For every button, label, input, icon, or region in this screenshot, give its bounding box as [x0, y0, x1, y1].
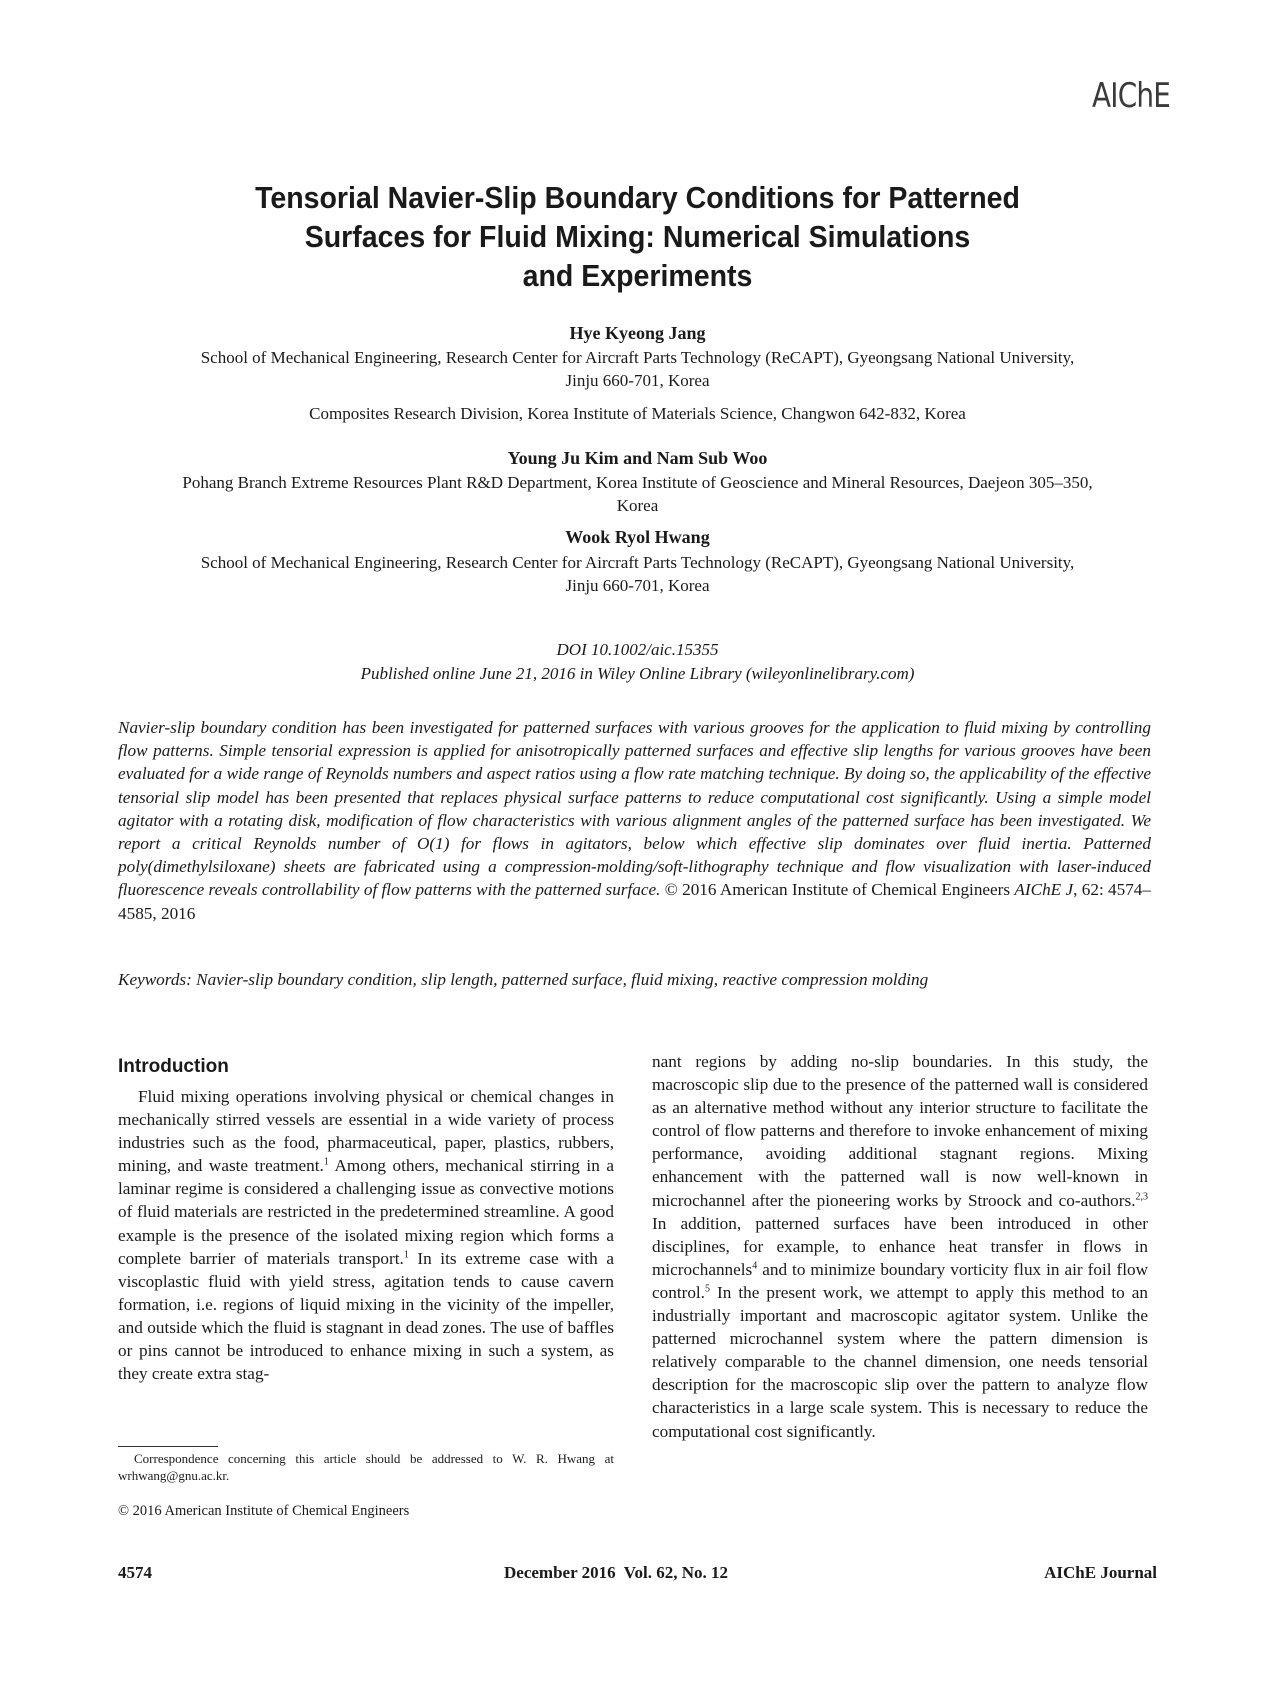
reference-marker[interactable]: 1 [323, 1156, 329, 1168]
body-text: In the present work, we attempt to apply this method to an industrially important and macroscopic agitator system. Unlike the patterned microchannel system where the pattern dimension is relatively comparable to the channel dimension, one needs tensorial description for the macroscopic slip over the pattern to analyze flow characteristics in a large scale system. This is necessary to reduce the computational cost significantly. [652, 1282, 1148, 1441]
body-text: In addition, patterned surfaces have been introduced in other disciplines, for example, to enhance heat transfer in flows in microchannels [652, 1213, 1148, 1279]
keywords: Keywords: Navier-slip boundary condition, slip length, patterned surface, fluid mixing, reactive compression molding [118, 970, 929, 989]
author-affiliation: Composites Research Division, Korea Institute of Materials Science, Changwon 642-832, Korea [309, 404, 966, 423]
article-title [140, 178, 1135, 295]
journal-logo: AIChE [1092, 76, 1170, 116]
body-text: Fluid mixing operations involving physical or chemical changes in mechanically stirred vessels are essential in a wide variety of process industries such as the food, pharmaceutical, paper, plastics, rubbers, mining, and waste treatment. [118, 1087, 614, 1176]
journal-name: AIChE Journal [1044, 1563, 1157, 1582]
reference-marker[interactable]: 5 [704, 1283, 710, 1295]
author-affiliation: School of Mechanical Engineering, Research Center for Aircraft Parts Technology (ReCAPT), Gyeongsang National University, Jinju 660-701, Korea [200, 553, 1075, 595]
author-affiliation: School of Mechanical Engineering, Research Center for Aircraft Parts Technology (ReCAPT), Gyeongsang National University, Jinju 660-701, Korea [200, 348, 1075, 390]
author-name-2: Young Ju Kim and Nam Sub Woo [507, 448, 768, 468]
abstract-citation-prefix: © 2016 American Institute of Chemical Engineers [664, 880, 1015, 900]
title-line-2: Surfaces for Fluid Mixing: Numerical Simulations [304, 219, 971, 254]
publication-info: Published online June 21, 2016 in Wiley Online Library (wileyonlinelibrary.com) [360, 664, 915, 683]
abstract-text: Navier-slip boundary condition has been investigated for patterned surfaces with various grooves for the application to fluid mixing by controlling flow patterns. Simple tensorial expression is applied for anisotropically patterned surfaces and effective slip lengths for various grooves have been evaluated for a wide range of Reynolds numbers and aspect ratios using a flow rate matching technique. By doing so, the applicability of the effective tensorial slip model has been presented that replaces physical surface patterns to reduce computational cost significantly. Using a simple model agitator with a rotating disk, modification of flow characteristics with various alignment angles of the patterned surface has been investigated. We report a critical Reynolds number of O(1) for flows in agitators, below which effective slip dominates over fluid inertia. Patterned poly(dimethylsiloxane) sheets are fabricated using a compression-molding/soft-lithography technique and flow visualization with laser-induced fluorescence reveals controllability of flow patterns with the patterned surface. [118, 718, 1151, 900]
author-affiliation: Pohang Branch Extreme Resources Plant R&D Department, Korea Institute of Geoscience and Mineral Resources, Daejeon 305–350, Korea [182, 473, 1093, 515]
intro-column-right [652, 1050, 1148, 1443]
page-number: 4574 [118, 1563, 152, 1582]
reference-marker[interactable]: 2,3 [1135, 1190, 1148, 1202]
section-heading: Introduction [118, 1056, 229, 1077]
title-line-1: Tensorial Navier-Slip Boundary Conditions for Patterned [255, 180, 1020, 215]
body-text: and to minimize boundary vorticity flux in air foil flow control. [652, 1259, 1148, 1302]
reference-marker[interactable]: 1 [403, 1248, 409, 1260]
reference-marker[interactable]: 4 [752, 1260, 758, 1272]
body-text: Among others, mechanical stirring in a laminar regime is considered a challenging issue as convective motions of fluid materials are restricted in the predetermined streamline. A good example is the presence of the isolated mixing region which forms a complete barrier of materials transport. [118, 1156, 614, 1268]
abstract-citation-suffix: , 62: 4574–4585, 2016 [118, 880, 1151, 923]
doi: DOI 10.1002/aic.15355 [556, 640, 719, 659]
author-name-3: Wook Ryol Hwang [565, 527, 710, 547]
correspondence-footnote: Correspondence concerning this article should be addressed to W. R. Hwang at wrhwang@gnu.ac.kr. [118, 1451, 614, 1483]
footnote-divider [118, 1446, 218, 1447]
abstract-citation-journal: AIChE J [1014, 880, 1074, 900]
title-line-3: and Experiments [522, 258, 753, 293]
copyright-notice: © 2016 American Institute of Chemical Engineers [118, 1503, 410, 1519]
abstract [118, 716, 1151, 925]
issue-info: December 2016 Vol. 62, No. 12 [504, 1563, 728, 1582]
author-name-1: Hye Kyeong Jang [569, 323, 706, 343]
body-text: nant regions by adding no-slip boundaries. In this study, the macroscopic slip due to the presence of the patterned wall is considered as an alternative method without any interior structure to facilitate the control of flow patterns and therefore to invoke enhancement of mixing performance, avoiding additional stagnant regions. Mixing enhancement with the patterned wall is now well-known in microchannel after the pioneering works by Stroock and co-authors. [652, 1052, 1148, 1210]
body-text: In its extreme case with a viscoplastic fluid with yield stress, agitation tends to cause cavern formation, i.e. regions of liquid mixing in the vicinity of the impeller, and outside which the fluid is stagnant in dead zones. The use of baffles or pins cannot be introduced to enhance mixing in such a system, as they create extra stag- [118, 1248, 614, 1384]
intro-column-left [118, 1085, 614, 1385]
